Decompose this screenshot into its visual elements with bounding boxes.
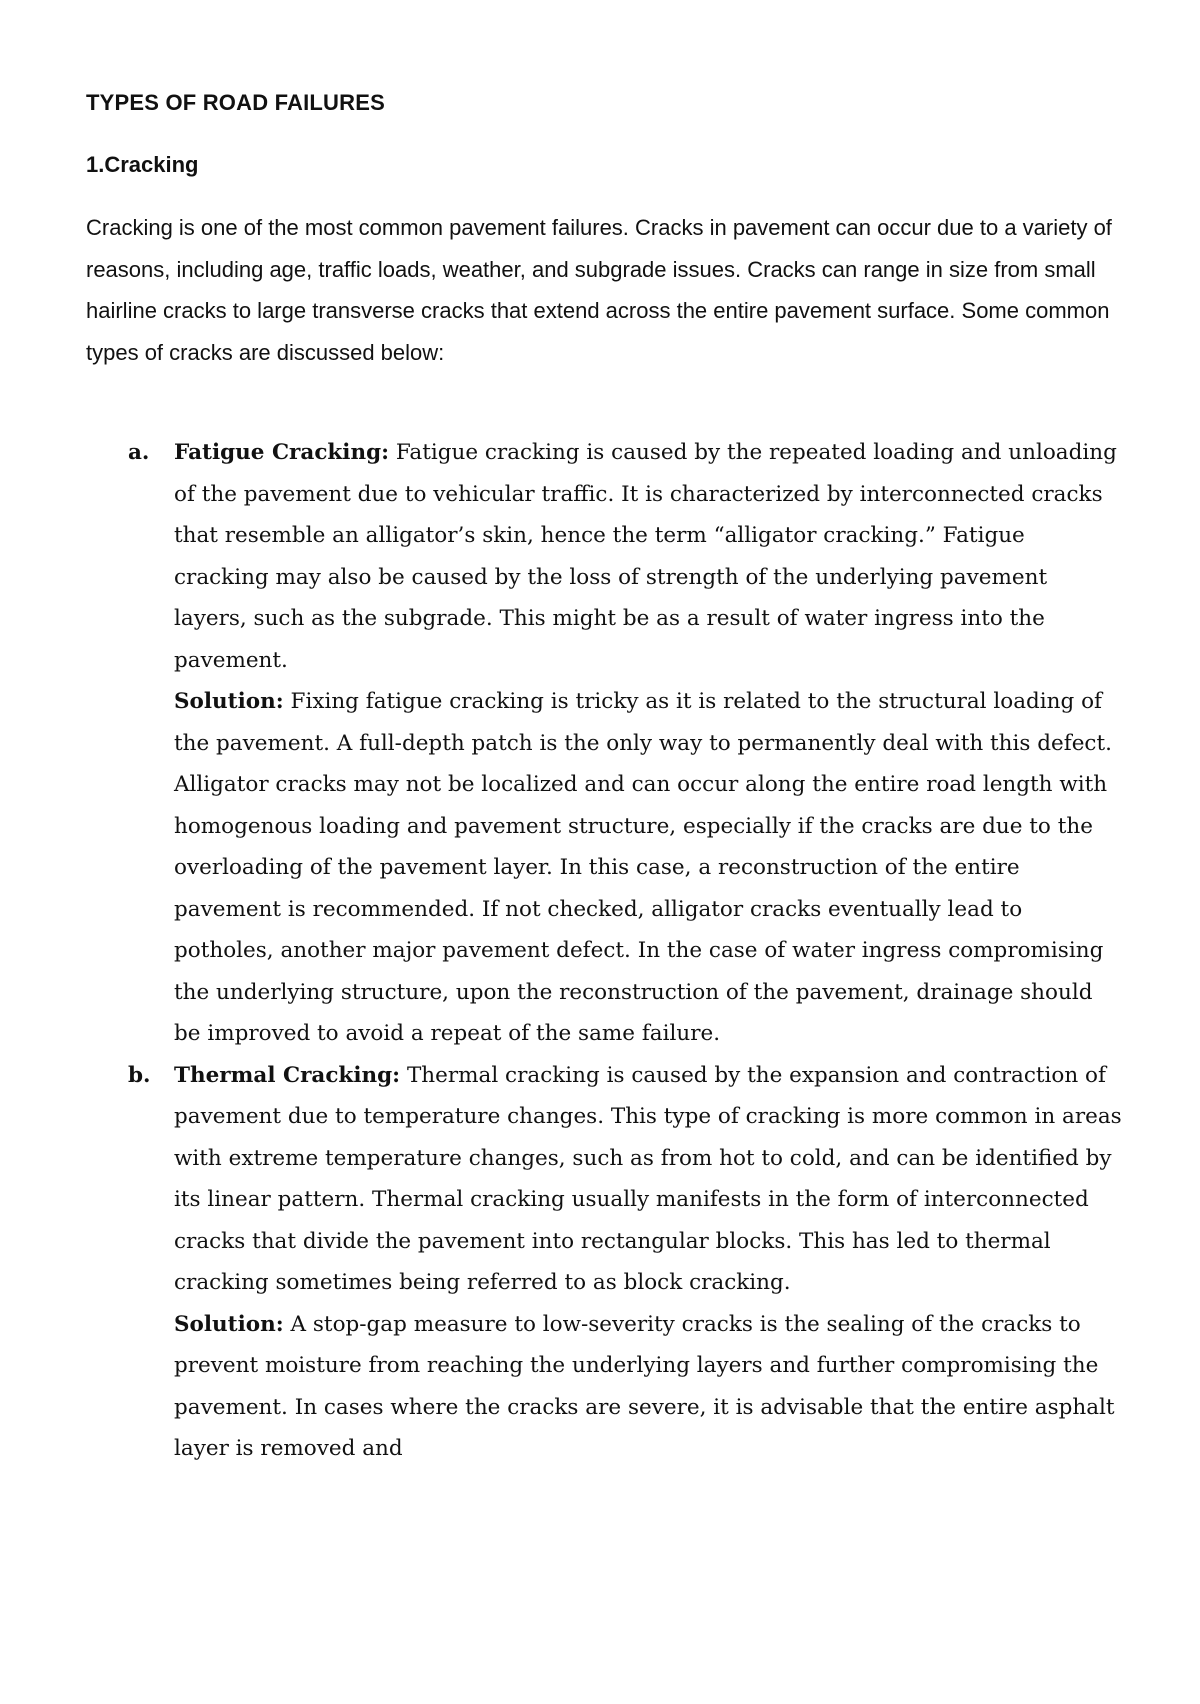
document-title: TYPES OF ROAD FAILURES [86, 90, 385, 115]
list-item-thermal-cracking [0, 1055, 1200, 1470]
crack-types-list [0, 432, 1200, 1470]
solution-label: Solution: [174, 689, 284, 714]
term-label: Fatigue Cracking: [174, 440, 390, 465]
list-item-text [174, 1055, 1124, 1470]
term-description: Thermal cracking is caused by the expansion and contraction of pavement due to temperature changes. This type of cracking is more common in areas with extreme temperature changes, such as from hot to cold, and can be identified by its linear pattern. Thermal cracking usually manifests in the form of interconnected cracks that divide the pavement into rectangular blocks. This has led to thermal cracking sometimes being referred to as block cracking. [174, 1062, 1122, 1295]
solution-label: Solution: [174, 1311, 284, 1337]
solution-paragraph [174, 681, 1124, 1055]
solution-text: Fixing fatigue cracking is tricky as it is related to the structural loading of the pavement. A full-depth patch is the only way to permanently deal with this defect. Alligator cracks may not be localized and can occur along the entire road length with homogenous loading and pavement structure, especially if the cracks are due to the overloading of the pavement layer. In this case, a reconstruction of the entire pavement is recommended. If not checked, alligator cracks eventually lead to potholes, another major pavement defect. In the case of water ingress compromising the underlying structure, upon the reconstruction of the pavement, drainage should be improved to avoid a repeat of the same failure. [174, 689, 1112, 1046]
list-marker: a. [128, 440, 150, 465]
list-item-fatigue-cracking [0, 432, 1200, 1055]
solution-paragraph [174, 1304, 1124, 1470]
term-description: Fatigue cracking is caused by the repeated loading and unloading of the pavement due to vehicular traffic. It is characterized by interconnected cracks that resemble an alligator’s skin, hence the term “alligator cracking.” Fatigue cracking may also be caused by the loss of strength of the underlying pavement layers, such as the subgrade. This might be as a result of water ingress into the pavement. [174, 440, 1117, 673]
solution-text: A stop-gap measure to low-severity cracks is the sealing of the cracks to prevent moisture from reaching the underlying layers and further compromising the pavement. In cases where the cracks are severe, it is advisable that the entire asphalt layer is removed and [174, 1311, 1115, 1461]
intro-paragraph: Cracking is one of the most common pavement failures. Cracks in pavement can occur due to a variety of reasons, including age, traffic loads, weather, and subgrade issues. Cracks can range in size from small hairline cracks to large transverse cracks that extend across the entire pavement surface. Some common types of cracks are discussed below: [86, 215, 1112, 365]
list-marker: b. [128, 1062, 151, 1088]
term-label: Thermal Cracking: [174, 1062, 401, 1088]
section-heading: 1.Cracking [86, 152, 199, 177]
list-item-text [174, 432, 1124, 1055]
